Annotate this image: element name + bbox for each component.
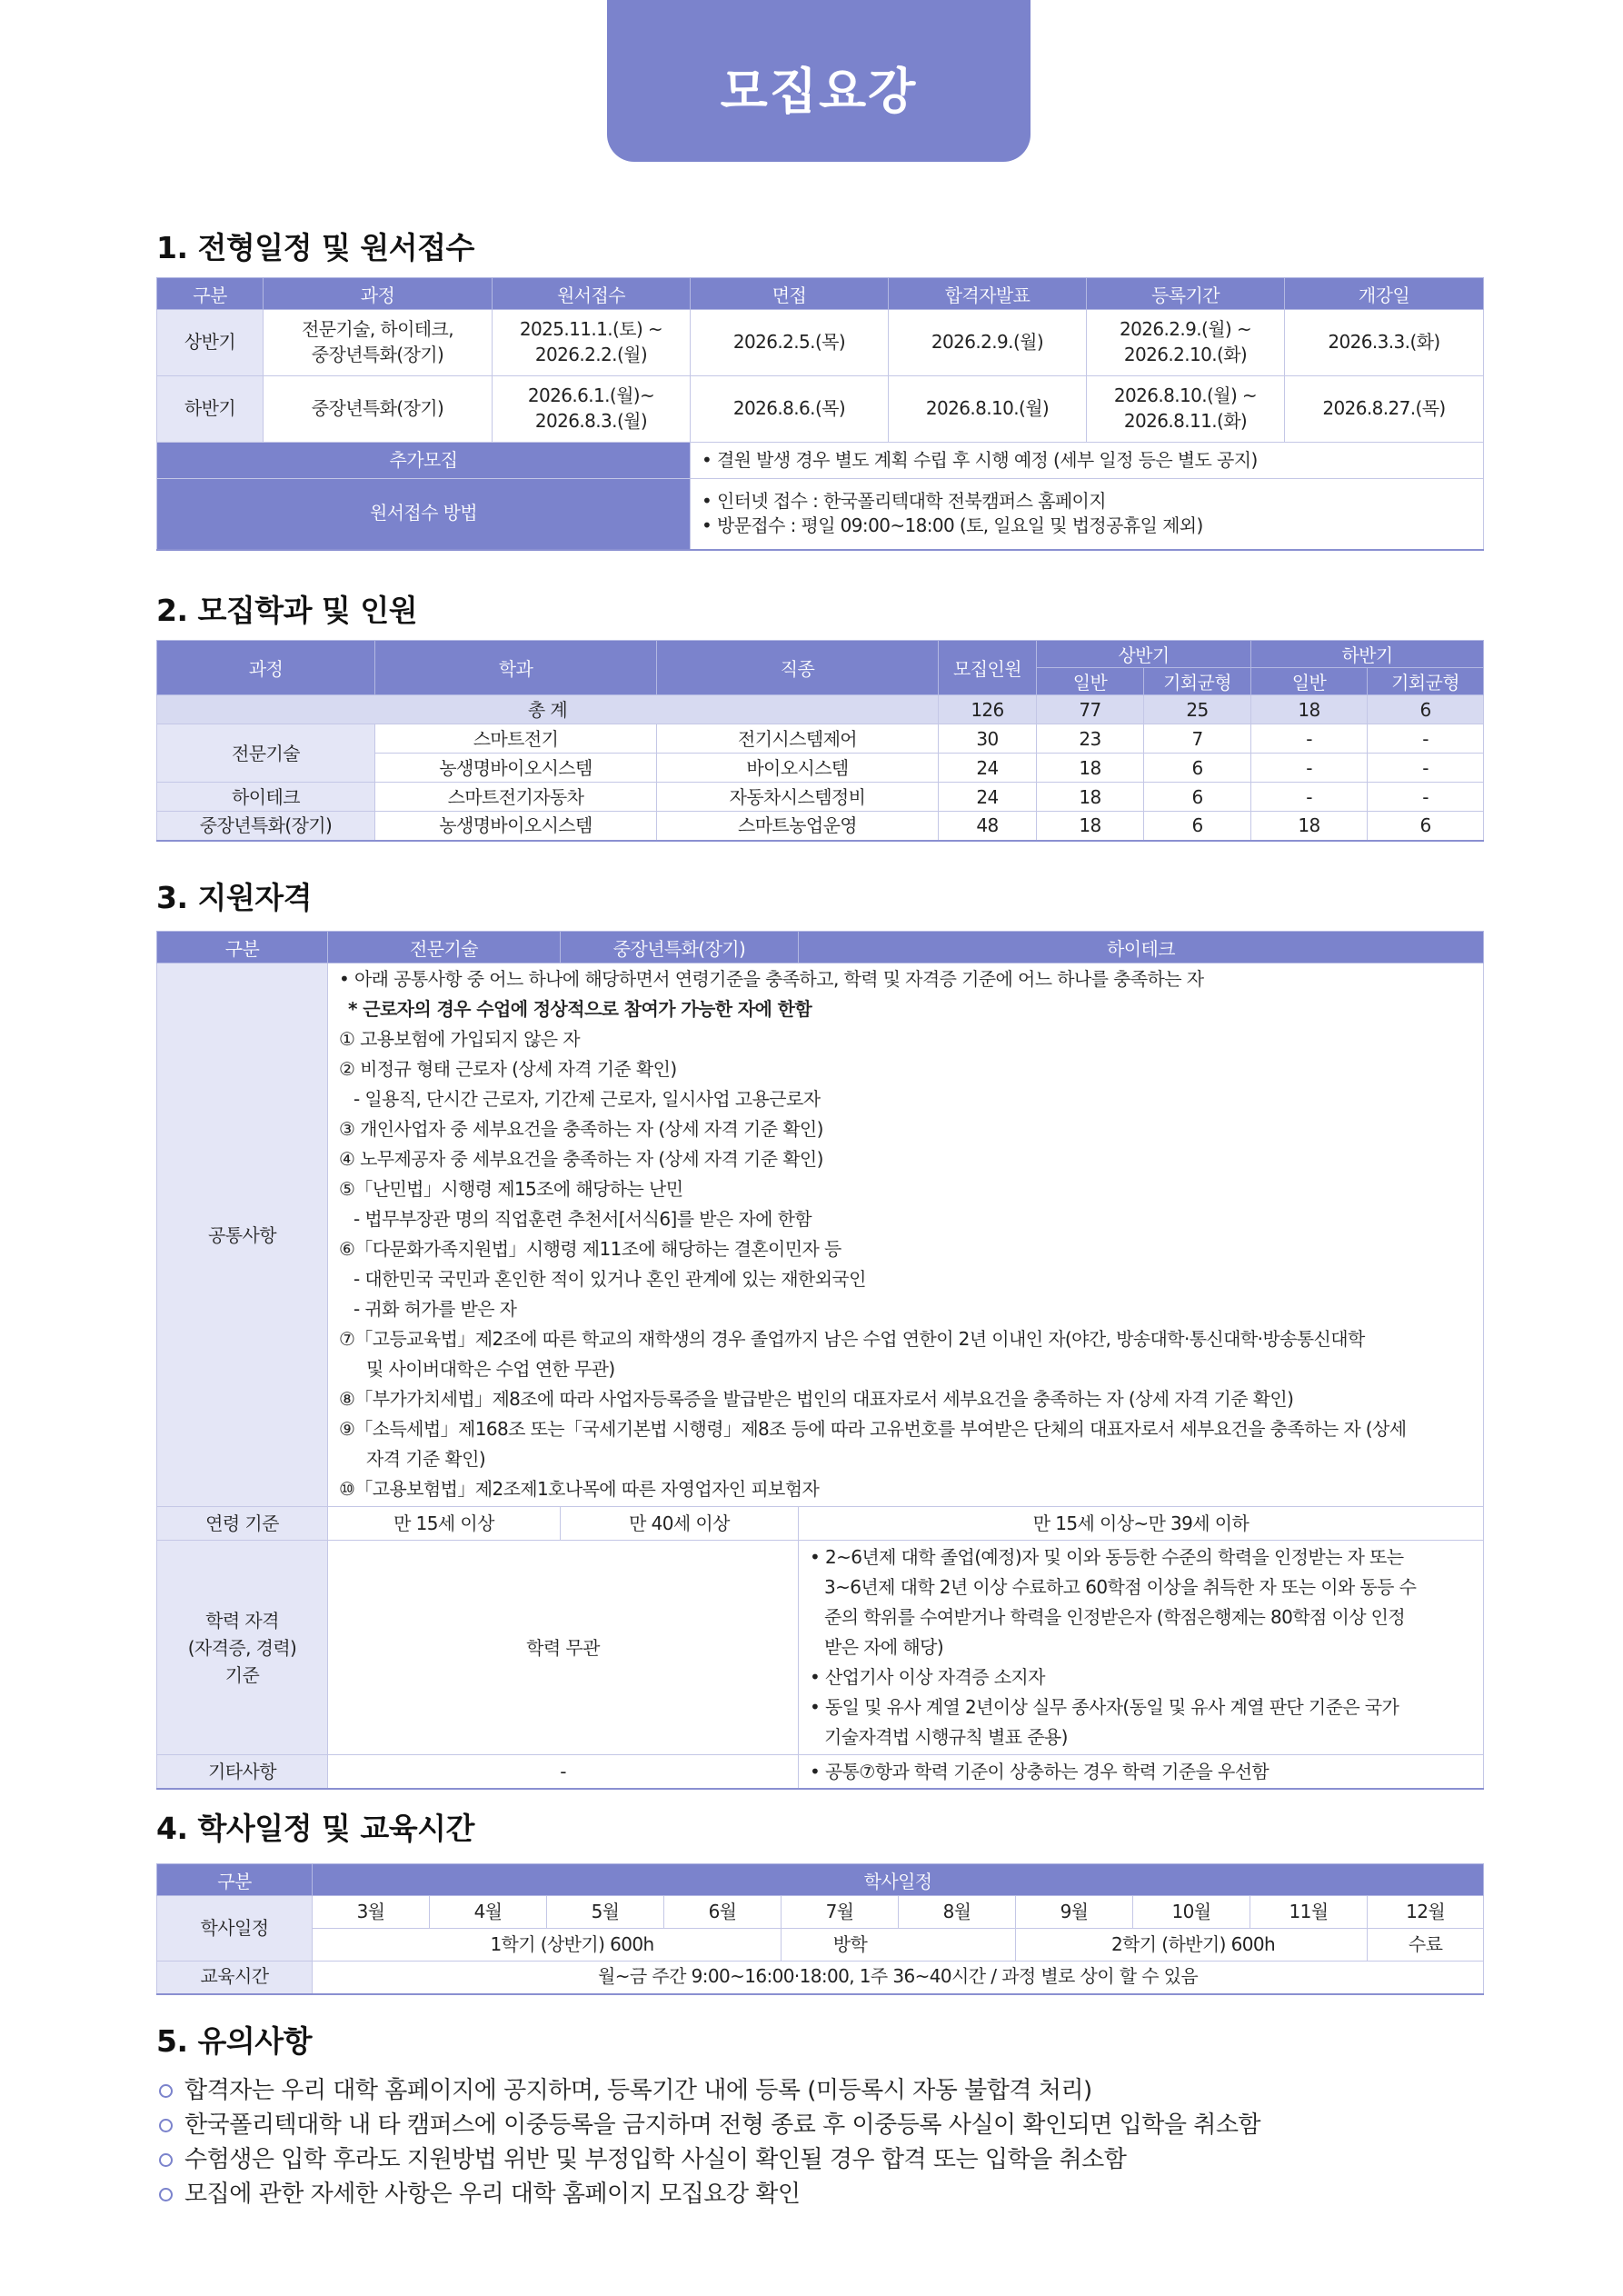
page-title: 모집요강 xyxy=(720,62,918,120)
header-cell: 등록기간 xyxy=(1087,278,1285,310)
cell-line: 2026.2.2.(월) xyxy=(534,344,648,365)
header-cell: 원서접수 xyxy=(493,278,691,310)
course-label: 전문기술 xyxy=(157,724,375,783)
table-cell: - xyxy=(1251,783,1368,812)
section-title: 3. 지원자격 xyxy=(156,880,312,915)
cell-line: 기준 xyxy=(224,1663,260,1686)
month-cell: 10월 xyxy=(1133,1896,1250,1929)
month-cell: 4월 xyxy=(430,1896,547,1929)
cell-line: - 귀화 허가를 받은 자 xyxy=(353,1298,517,1320)
cell-line: 및 사이버대학은 수업 연한 무관) xyxy=(366,1358,615,1380)
table-row xyxy=(157,1962,1484,1994)
cell-line: ① 고용보험에 가입되지 않은 자 xyxy=(339,1028,580,1050)
table-cell: - xyxy=(1251,724,1368,754)
age-cell: 만 40세 이상 xyxy=(561,1507,799,1541)
header-cell: 모집인원 xyxy=(939,641,1037,695)
table-cell: 48 xyxy=(939,812,1037,841)
table-cell: 6 xyxy=(1368,812,1484,841)
table-cell: 전기시스템제어 xyxy=(657,724,939,754)
section-academic-schedule xyxy=(156,1807,1483,1995)
table-cell: 농생명바이오시스템 xyxy=(375,754,657,783)
list-item xyxy=(156,2177,1483,2211)
cell-line: ⑩「고용보험법」제2조제1호나목에 따른 자영업자인 피보험자 xyxy=(339,1478,820,1500)
month-cell: 5월 xyxy=(547,1896,664,1929)
term-label: 상반기 xyxy=(157,310,264,376)
month-cell: 6월 xyxy=(664,1896,782,1929)
cell-line: ⑨「소득세법」제168조 또는「국세기본법 시행령」제8조 등에 따라 고유번호를 부여받은 단체의 대표자로서 세부요건을 충족하는 자 (상세 xyxy=(339,1418,1407,1440)
section-title: 2. 모집학과 및 인원 xyxy=(156,593,418,628)
time-label: 교육시간 xyxy=(157,1962,313,1994)
cell-line: 2026.8.11.(화) xyxy=(1123,410,1248,432)
extra-recruit-label: 추가모집 xyxy=(157,443,691,479)
table-cell: 바이오시스템 xyxy=(657,754,939,783)
table-row xyxy=(157,963,1484,1507)
departments-table xyxy=(156,640,1484,842)
cell-line: 받은 자에 해당) xyxy=(824,1636,944,1658)
table-cell: 6 xyxy=(1144,812,1251,841)
table-row xyxy=(157,1541,1484,1755)
table-cell: 7 xyxy=(1144,724,1251,754)
table-row xyxy=(157,783,1484,812)
table-header-row xyxy=(157,641,1484,668)
section-title: 1. 전형일정 및 원서접수 xyxy=(156,230,474,265)
etc-left-cell: - xyxy=(328,1755,799,1789)
header-cell: 합격자발표 xyxy=(889,278,1087,310)
etc-right-cell: • 공통⑦항과 학력 기준이 상충하는 경우 학력 기준을 우선함 xyxy=(799,1755,1484,1789)
table-cell: 24 xyxy=(939,783,1037,812)
table-cell: - xyxy=(1368,724,1484,754)
open-cell: 2026.3.3.(화) xyxy=(1285,310,1484,376)
header-cell: 일반 xyxy=(1037,668,1144,695)
cell-line: 2026.2.9.(월) ~ xyxy=(1119,318,1252,341)
cell-line: ⑦「고등교육법」제2조에 따른 학교의 재학생의 경우 졸업까지 남은 수업 연한이 2년 이내인 자(야간, 방송대학·통신대학·방송통신대학 xyxy=(339,1328,1365,1350)
table-cell: 스마트전기자동차 xyxy=(375,783,657,812)
cell-line: 2026.6.1.(월)~ xyxy=(527,384,655,407)
course-label: 하이테크 xyxy=(157,783,375,812)
total-label: 총 계 xyxy=(157,695,939,724)
header-cell: 구분 xyxy=(157,932,328,963)
cell-line: 중장년특화(장기) xyxy=(311,344,444,365)
cell-line: 2026.2.10.(화) xyxy=(1123,344,1248,365)
course-label: 중장년특화(장기) xyxy=(157,812,375,841)
apply-cell xyxy=(493,310,691,376)
table-cell: 스마트농업운영 xyxy=(657,812,939,841)
table-cell: 30 xyxy=(939,724,1037,754)
table-cell: 6 xyxy=(1144,754,1251,783)
cell-line: - 대한민국 국민과 혼인한 적이 있거나 혼인 관계에 있는 재한외국인 xyxy=(353,1268,866,1290)
month-cell: 9월 xyxy=(1016,1896,1133,1929)
cell-line: • 산업기사 이상 자격증 소지자 xyxy=(810,1666,1045,1688)
cell-line: • 2~6년제 대학 졸업(예정)자 및 이와 동등한 수준의 학력을 인정받는 자 또는 xyxy=(810,1546,1404,1568)
cell-line: 준의 학위를 수여받거나 학력을 인정받은자 (학점은행제는 80학점 이상 인정 xyxy=(824,1606,1406,1628)
circle-bullet-icon xyxy=(159,2119,173,2132)
term-label: 하반기 xyxy=(157,376,264,443)
open-cell: 2026.8.27.(목) xyxy=(1285,376,1484,443)
note-text: 모집에 관한 자세한 사항은 우리 대학 홈페이지 모집요강 확인 xyxy=(184,2181,801,2208)
cell-line: (자격증, 경력) xyxy=(187,1636,297,1659)
table-cell: 18 xyxy=(1037,812,1144,841)
semester1-cell: 1학기 (상반기) 600h xyxy=(313,1929,782,1962)
cell-line: • 동일 및 유사 계열 2년이상 실무 종사자(동일 및 유사 계열 판단 기준은 국가 xyxy=(810,1696,1399,1718)
section-title: 5. 유의사항 xyxy=(156,2023,312,2059)
announce-cell: 2026.8.10.(월) xyxy=(889,376,1087,443)
table-row xyxy=(157,1755,1484,1789)
note-text: 한국폴리텍대학 내 타 캠퍼스에 이중등록을 금지하며 전형 종료 후 이중등록 사실이 확인되면 입학을 취소함 xyxy=(184,2111,1261,2139)
cell-line: ④ 노무제공자 중 세부요건을 충족하는 자 (상세 자격 기준 확인) xyxy=(339,1148,823,1170)
extra-recruit-text: • 결원 발생 경우 별도 계획 수립 후 시행 예정 (세부 일정 등은 별도 공지) xyxy=(691,443,1484,479)
cell-line: 3~6년제 대학 2년 이상 수료하고 60학점 이상을 취득한 자 또는 이와 동등 수 xyxy=(824,1576,1417,1598)
course-cell: 중장년특화(장기) xyxy=(264,376,493,443)
table-cell: 자동차시스템정비 xyxy=(657,783,939,812)
header-cell: 개강일 xyxy=(1285,278,1484,310)
course-cell xyxy=(264,310,493,376)
edu-none-cell: 학력 무관 xyxy=(328,1541,799,1755)
total-cell: 6 xyxy=(1368,695,1484,724)
cell-line: - 법무부장관 명의 직업훈련 추천서[서식6]를 받은 자에 한함 xyxy=(353,1208,812,1230)
cell-line: • 아래 공통사항 중 어느 하나에 해당하면서 연령기준을 충족하고, 학력 및 자격증 기준에 어느 하나를 충족하는 자 xyxy=(339,968,1204,990)
table-row xyxy=(157,443,1484,479)
header-cell: 직종 xyxy=(657,641,939,695)
table-row xyxy=(157,812,1484,841)
announce-cell: 2026.2.9.(월) xyxy=(889,310,1087,376)
table-row xyxy=(157,376,1484,443)
edu-hitech-cell xyxy=(799,1541,1484,1755)
table-cell: 23 xyxy=(1037,724,1144,754)
table-row xyxy=(157,1929,1484,1962)
schedule-label: 학사일정 xyxy=(157,1896,313,1962)
month-cell: 8월 xyxy=(899,1896,1016,1929)
apply-cell xyxy=(493,376,691,443)
cell-line: 학력 자격 xyxy=(205,1609,279,1632)
table-cell: 스마트전기 xyxy=(375,724,657,754)
table-row xyxy=(157,479,1484,550)
total-cell: 77 xyxy=(1037,695,1144,724)
cell-line: - 일용직, 단시간 근로자, 기간제 근로자, 일시사업 고용근로자 xyxy=(353,1088,821,1110)
cell-line: ② 비정규 형태 근로자 (상세 자격 기준 확인) xyxy=(339,1058,677,1080)
header-cell: 구분 xyxy=(157,1864,313,1896)
list-item xyxy=(156,2073,1483,2108)
interview-cell: 2026.2.5.(목) xyxy=(691,310,889,376)
month-cell: 7월 xyxy=(782,1896,899,1929)
cell-line: 2026.8.10.(월) ~ xyxy=(1113,384,1258,407)
list-item xyxy=(156,2108,1483,2142)
header-cell: 과정 xyxy=(264,278,493,310)
register-cell xyxy=(1087,376,1285,443)
table-cell: - xyxy=(1251,754,1368,783)
total-cell: 126 xyxy=(939,695,1037,724)
section-notes xyxy=(156,2020,1483,2211)
section-title: 4. 학사일정 및 교육시간 xyxy=(156,1811,474,1846)
month-cell: 11월 xyxy=(1250,1896,1368,1929)
header-cell: 면접 xyxy=(691,278,889,310)
table-cell: 18 xyxy=(1037,754,1144,783)
table-cell: 24 xyxy=(939,754,1037,783)
apply-method-label: 원서접수 방법 xyxy=(157,479,691,550)
schedule-table xyxy=(156,277,1484,551)
table-row xyxy=(157,310,1484,376)
register-cell xyxy=(1087,310,1285,376)
header-cell: 기회균형 xyxy=(1368,668,1484,695)
section-schedule xyxy=(156,226,1483,551)
cell-line: 자격 기준 확인) xyxy=(366,1448,486,1470)
circle-bullet-icon xyxy=(159,2188,173,2201)
header-cell: 상반기 xyxy=(1037,641,1251,668)
finish-cell: 수료 xyxy=(1368,1929,1484,1962)
total-row xyxy=(157,695,1484,724)
header-cell: 학사일정 xyxy=(313,1864,1484,1896)
table-header-row xyxy=(157,1864,1484,1896)
semester2-cell: 2학기 (하반기) 600h xyxy=(1016,1929,1368,1962)
cell-line: * 근로자의 경우 수업에 정상적으로 참여가 가능한 자에 한함 xyxy=(348,998,812,1020)
cell-line: • 방문접수 : 평일 09:00~18:00 (토, 일요일 및 법정공휴일 제외) xyxy=(702,514,1203,537)
header-cell: 중장년특화(장기) xyxy=(561,932,799,963)
apply-method-text xyxy=(691,479,1484,550)
cell-line: ⑤「난민법」시행령 제15조에 해당하는 난민 xyxy=(339,1178,683,1200)
cell-line: 전문기술, 하이테크, xyxy=(301,318,454,341)
header-cell: 하반기 xyxy=(1251,641,1484,668)
section-eligibility xyxy=(156,876,1483,1790)
table-cell: 18 xyxy=(1251,812,1368,841)
list-item xyxy=(156,2142,1483,2177)
cell-line: • 인터넷 접수 : 한국폴리텍대학 전북캠퍼스 홈페이지 xyxy=(702,489,1106,512)
common-label: 공통사항 xyxy=(157,963,328,1507)
interview-cell: 2026.8.6.(목) xyxy=(691,376,889,443)
month-cell: 3월 xyxy=(313,1896,430,1929)
header-cell: 일반 xyxy=(1251,668,1368,695)
header-cell: 과정 xyxy=(157,641,375,695)
table-cell: 18 xyxy=(1037,783,1144,812)
cell-line: 기술자격법 시행규칙 별표 준용) xyxy=(824,1726,1068,1748)
section-departments xyxy=(156,589,1483,842)
table-row xyxy=(157,1507,1484,1541)
note-text: 합격자는 우리 대학 홈페이지에 공지하며, 등록기간 내에 등록 (미등록시 자동 불합격 처리) xyxy=(184,2077,1092,2104)
age-cell: 만 15세 이상~만 39세 이하 xyxy=(799,1507,1484,1541)
circle-bullet-icon xyxy=(159,2084,173,2098)
table-cell: - xyxy=(1368,754,1484,783)
academic-table xyxy=(156,1863,1484,1995)
note-text: 수험생은 입학 후라도 지원방법 위반 및 부정입학 사실이 확인될 경우 합격 또는 입학을 취소함 xyxy=(184,2146,1127,2173)
header-cell: 전문기술 xyxy=(328,932,561,963)
time-text: 월~금 주간 9:00~16:00·18:00, 1주 36~40시간 / 과정 별로 상이 할 수 있음 xyxy=(313,1962,1484,1994)
page-title-tab xyxy=(607,0,1031,162)
break-cell: 방학 xyxy=(782,1929,1016,1962)
cell-line: ⑥「다문화가족지원법」시행령 제11조에 해당하는 결혼이민자 등 xyxy=(339,1238,841,1260)
header-cell: 하이테크 xyxy=(799,932,1484,963)
header-cell: 기회균형 xyxy=(1144,668,1251,695)
edu-label xyxy=(157,1541,328,1755)
header-cell: 구분 xyxy=(157,278,264,310)
eligibility-table xyxy=(156,931,1484,1790)
table-header-row xyxy=(157,278,1484,310)
common-text xyxy=(328,963,1484,1507)
cell-line: ③ 개인사업자 중 세부요건을 충족하는 자 (상세 자격 기준 확인) xyxy=(339,1118,823,1140)
table-header-row xyxy=(157,932,1484,963)
table-cell: 농생명바이오시스템 xyxy=(375,812,657,841)
table-row xyxy=(157,1896,1484,1929)
age-label: 연령 기준 xyxy=(157,1507,328,1541)
table-cell: - xyxy=(1368,783,1484,812)
etc-label: 기타사항 xyxy=(157,1755,328,1789)
circle-bullet-icon xyxy=(159,2153,173,2167)
total-cell: 18 xyxy=(1251,695,1368,724)
cell-line: 2026.8.3.(월) xyxy=(534,410,648,432)
table-row xyxy=(157,724,1484,754)
cell-line: 2025.11.1.(토) ~ xyxy=(519,318,663,341)
table-cell: 6 xyxy=(1144,783,1251,812)
age-cell: 만 15세 이상 xyxy=(328,1507,561,1541)
month-cell: 12월 xyxy=(1368,1896,1484,1929)
header-cell: 학과 xyxy=(375,641,657,695)
total-cell: 25 xyxy=(1144,695,1251,724)
cell-line: ⑧「부가가치세법」제8조에 따라 사업자등록증을 발급받은 법인의 대표자로서 세부요건을 충족하는 자 (상세 자격 기준 확인) xyxy=(339,1388,1294,1410)
notes-list xyxy=(156,2073,1483,2211)
